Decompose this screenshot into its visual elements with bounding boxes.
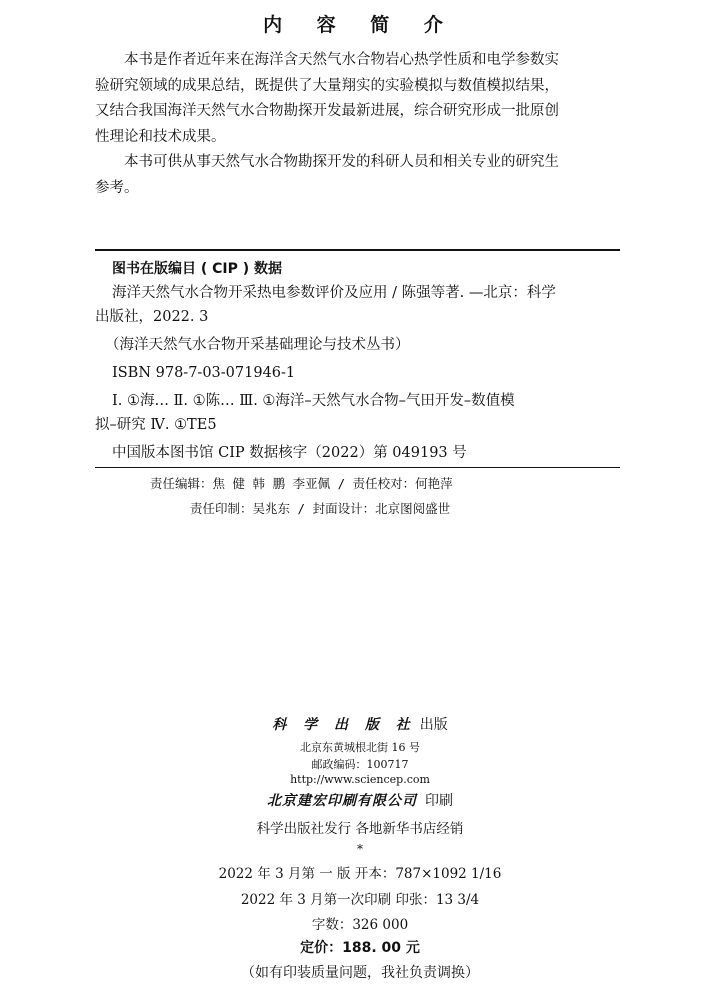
publisher-line	[0, 714, 720, 734]
impression-line: 2022 年 3 月第一次印刷 印张：13 3/4	[240, 892, 480, 908]
cip-library-number: 中国版本图书馆 CIP 数据核字（2022）第 049193 号	[112, 445, 467, 461]
cip-title-line-1: 海洋天然气水合物开采热电参数评价及应用 / 陈强等著. —北京：科学	[112, 285, 556, 301]
staff-credits-line-1: 责任编辑：焦 健 韩 鹏 李亚佩 / 责任校对：何艳萍	[150, 476, 453, 491]
publisher-address: 北京东黄城根北街 16 号	[300, 741, 420, 754]
intro-line: 性理论和技术成果。	[95, 128, 226, 145]
page-title: 内 容 简 介	[263, 14, 457, 36]
printer-suffix: 印刷	[425, 793, 453, 809]
publisher-suffix: 出版	[419, 717, 448, 733]
edition-line: 2022 年 3 月第 一 版 开本：787×1092 1/16	[218, 866, 502, 882]
cip-classification-line-1: Ⅰ. ①海… Ⅱ. ①陈… Ⅲ. ①海洋–天然气水合物–气田开发–数值模	[112, 393, 515, 409]
publisher-name: 科 学 出 版 社	[272, 717, 416, 733]
printer-name: 北京建宏印刷有限公司	[267, 793, 417, 809]
quality-notice: （如有印装质量问题，我社负责调换）	[241, 965, 479, 981]
intro-line: 本书是作者近年来在海洋含天然气水合物岩心热学性质和电学参数实	[124, 52, 559, 68]
printer-line	[0, 790, 720, 810]
staff-credits-line-2: 责任印制：吴兆东 / 封面设计：北京图阅盛世	[190, 501, 451, 516]
intro-line: 参考。	[95, 179, 139, 196]
cip-heading: 图书在版编目 ( CIP ) 数据	[112, 261, 283, 277]
intro-line: 本书可供从事天然气水合物勘探开发的科研人员和相关专业的研究生	[124, 154, 559, 170]
distribution-line: 科学出版社发行 各地新华书店经销	[256, 821, 464, 837]
price-line: 定价：188. 00 元	[300, 940, 420, 956]
intro-line: 又结合我国海洋天然气水合物勘探开发最新进展，综合研究形成一批原创	[95, 103, 559, 119]
intro-line: 验研究领域的成果总结，既提供了大量翔实的实验模拟与数值模拟结果，	[95, 77, 559, 94]
word-count-line: 字数：326 000	[311, 917, 409, 933]
separator-asterisk: *	[357, 842, 363, 856]
publisher-website: http://www.sciencep.com	[290, 773, 430, 786]
cip-bottom-rule	[95, 467, 620, 468]
cip-title-line-2: 出版社，2022. 3	[95, 309, 209, 325]
cip-top-rule	[95, 249, 620, 251]
intro-paragraph-1	[95, 48, 625, 150]
cip-classification-line-2: 拟–研究 Ⅳ. ①TE5	[95, 417, 217, 433]
intro-paragraph-2	[95, 150, 625, 201]
publisher-postcode: 邮政编码：100717	[311, 758, 409, 771]
cip-series: （海洋天然气水合物开采基础理论与技术丛书）	[105, 337, 410, 353]
cip-isbn: ISBN 978-7-03-071946-1	[112, 365, 296, 381]
